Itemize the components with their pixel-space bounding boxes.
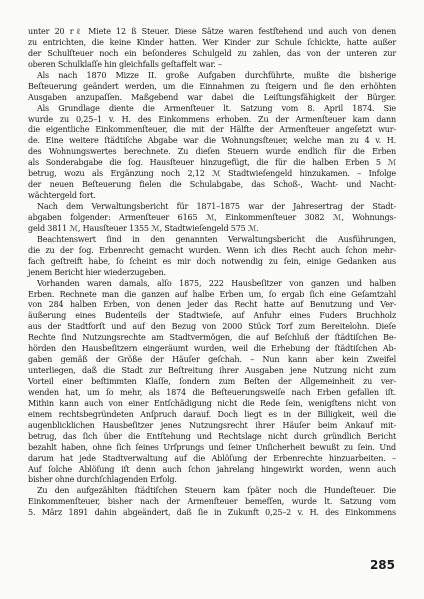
text-line: unterliegen, daß die Stadt zur Beſtreitung ihrer Ausgaben jene Nutzung nicht zum bbox=[28, 366, 396, 376]
text-line: Mithin kann auch von einer Entſchädigung nicht die Rede ſein, wenigſtens nicht von bbox=[28, 398, 396, 408]
text-line: der Schulſteuer noch ein beſonderes Schulgeld zu zahlen, das von der unteren zur bbox=[28, 48, 396, 58]
text-line: als Sonderabgabe die ſog. Hausſteuer hinzugefügt, die für die halben Erben 5 ℳ bbox=[28, 158, 396, 168]
body-text bbox=[28, 27, 396, 519]
text-line: fach geſtreift habe, ſo ſcheint es mir doch notwendig zu ſein, einige Gedanken aus bbox=[28, 256, 396, 266]
text-line: hörden den Hausbeſitzern eingeräumt wurden, weil die Erhebung der ſtädtiſchen Ab- bbox=[28, 344, 396, 354]
text-line: einem rechtsbegründeten Anſpruch darauf. Doch liegt es in der Billigkeit, weil die bbox=[28, 409, 396, 419]
text-line: gaben gemäß der Größe der Häuſer geſchah. – Nun kann aber kein Zweifel bbox=[28, 355, 396, 365]
text-line: bezahlt haben, ohne ſich ſeines Urſprungs und ſeiner Unſicherheit bewußt zu ſein. Und bbox=[28, 442, 396, 452]
text-line: Nach dem Verwaltungsbericht für 1871–1875 war der Jahresertrag der Stadt- bbox=[37, 202, 396, 211]
text-line: Auf ſolche Ablöſung iſt denn auch ſchon jahrelang hingewirkt worden, wenn auch bbox=[28, 464, 396, 474]
text-line: Beſteuerung geändert werden, um die Einnahmen zu ſteigern und ſie den erhöhten bbox=[28, 81, 396, 91]
page-number: 285 bbox=[369, 558, 395, 572]
text-line: die zu der ſog. Erbenrecht gemacht wurden. Wenn ich dies Recht auch ſchon mehr- bbox=[28, 245, 396, 255]
text-line: die eigentliche Einkommenſteuer, die mit der Hälfte der Armenſteuer angeſetzt wur- bbox=[28, 125, 396, 135]
text-line: wurde zu 0,25–1 v. H. des Einkommens erhoben. Zu der Armenſteuer kam dann bbox=[28, 114, 396, 124]
text-line: abgaben folgender: Armenſteuer 6165 ℳ, Einkommenſteuer 3082 ℳ, Wohnungs- bbox=[28, 212, 396, 222]
text-line: Zu den aufgezählten ſtädtiſchen Steuern kam ſpäter noch die Hundeſteuer. Die bbox=[37, 486, 396, 496]
text-line: geld 3811 ℳ, Hausſteuer 1355 ℳ, Stadtwieſengeld 575 ℳ. bbox=[28, 223, 259, 233]
text-line: darum hat jede Stadtverwaltung auf die Ablöſung der Erbenrechte hinzuarbeiten. – bbox=[28, 453, 396, 463]
text-line: äußerung eines Budenteils der Stadtwieſe, auf Anfuhr eines Fuders Bruchholz bbox=[28, 311, 396, 321]
text-block bbox=[28, 27, 396, 519]
text-line: Als Grundlage diente die Armenſteuer lt. Satzung vom 8. April 1874. Sie bbox=[37, 103, 396, 113]
text-line: Einkommenſteuer, bisher nach der Armenſteuer bemeſſen, wurde lt. Satzung vom bbox=[28, 497, 396, 507]
text-line: bisher ohne durchſchlagenden Erfolg. bbox=[28, 475, 177, 485]
text-line: von 284 halben Erben, von denen jeder das Recht hatte auf Benutzung und Ver- bbox=[28, 300, 396, 310]
text-line: Ausgaben anzupaſſen. Maßgebend war dabei die Leiſtungsfähigkeit der Bürger. bbox=[28, 92, 396, 102]
text-line: wächtergeld fort. bbox=[28, 191, 96, 201]
text-line: betrug, wozu als Ergänzung noch 2,12 ℳ Stadtwieſengeld hinzukamen. – Infolge bbox=[28, 169, 396, 179]
text-line: jenem Bericht hier wiederzugeben. bbox=[28, 267, 166, 277]
text-line: der neuen Beſteuerung fielen die Schulabgabe, das Schoß-, Wacht- und Nacht- bbox=[28, 180, 396, 190]
text-line: aus der Stadtforſt und auf den Bezug von 2000 Stück Torf zum Bereitelohn. Dieſe bbox=[28, 322, 396, 332]
text-line: Vorhanden waren damals, alſo 1875, 222 Hausbeſitzer von ganzen und halben bbox=[37, 278, 396, 288]
text-line: wenden hat, um ſo mehr, als 1874 die Beſteuerungsweiſe nach Erben gefallen iſt. bbox=[28, 387, 396, 397]
text-line: unter 20 rℓ Miete 12 ß Steuer. Diese Sätze waren festſtehend und auch von denen bbox=[28, 27, 396, 36]
text-line: Rechte ſind Nutzungsrechte am Stadtvermögen, die auf Beſchluß der ſtädtiſchen Be- bbox=[28, 333, 396, 343]
text-line: Als nach 1870 Mizze II. große Aufgaben durchführte, mußte die bisherige bbox=[37, 70, 396, 80]
text-line: oberen Schulklaſſe hin gleichfalls geſtaffelt war. – bbox=[28, 59, 222, 69]
text-line: Vorteil einer beſtimmten Klaſſe, ſondern zum Beſten der Allgemeinheit zu ver- bbox=[28, 377, 396, 386]
text-line: 5. März 1891 dahin abgeändert, daß ſie in Zukunft 0,25–2 v. H. des Einkommens bbox=[28, 508, 396, 518]
text-line: zu entrichten, die keine Kinder hatten. Wer Kinder zur Schule ſchickte, hatte außer bbox=[28, 37, 396, 47]
text-line: des Wohnungswertes berechnete. Zu dieſen Steuern wurde endlich für die Erben bbox=[28, 147, 396, 157]
text-line: betrug, das ſich über die Entſtehung und Rechtslage nicht durch gründlich Bericht bbox=[28, 431, 396, 441]
text-line: augenblicklichen Hausbeſitzer jenes Nutzungsrecht ihrer Häuſer beim Ankauf mit- bbox=[28, 420, 396, 430]
text-line: de. Eine weitere ſtädtiſche Abgabe war die Wohnungsſteuer, welche man zu 4 v. H. bbox=[28, 136, 396, 146]
text-line: Beachtenswert ſind in den genannten Verwaltungsbericht die Ausführungen, bbox=[37, 234, 396, 244]
text-line: Erben. Rechnete man die ganzen auf halbe Erben um, ſo ergab ſich eine Geſamtzahl bbox=[28, 289, 396, 299]
